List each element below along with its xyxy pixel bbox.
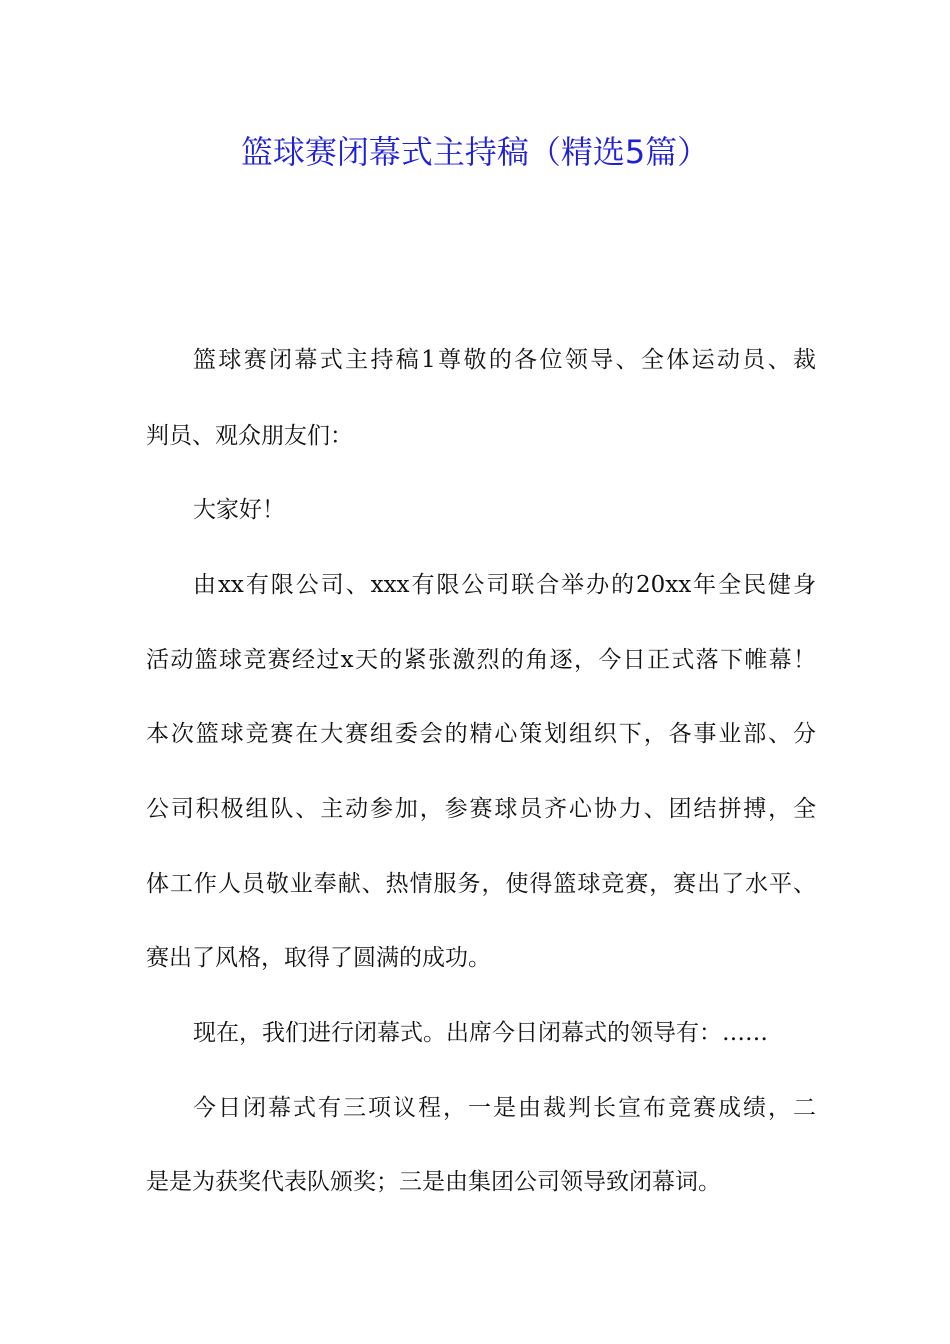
paragraph-line: 本次篮球竞赛在大赛组委会的精心策划组织下，各事业部、分	[146, 721, 816, 747]
paragraph-line: 公司积极组队、主动参加，参赛球员齐心协力、团结拼搏，全	[146, 796, 816, 822]
paragraph-line: 现在，我们进行闭幕式。出席今日闭幕式的领导有：……	[193, 1020, 768, 1046]
paragraph-line: 判员、观众朋友们：	[146, 423, 353, 449]
paragraph-line: 大家好！	[193, 497, 285, 523]
paragraph-line: 今日闭幕式有三项议程，一是由裁判长宣布竞赛成绩，二	[193, 1095, 816, 1121]
paragraph-line: 赛出了风格，取得了圆满的成功。	[146, 945, 491, 971]
paragraph-line: 篮球赛闭幕式主持稿1尊敬的各位领导、全体运动员、裁	[193, 347, 816, 373]
paragraph-line: 体工作人员敬业奉献、热情服务，使得篮球竞赛，赛出了水平、	[146, 871, 816, 897]
paragraph-line: 活动篮球竞赛经过x天的紧张激烈的角逐，今日正式落下帷幕！	[146, 647, 816, 673]
paragraph-line: 是是为获奖代表队颁奖；三是由集团公司领导致闭幕词。	[146, 1169, 721, 1195]
document-title: 篮球赛闭幕式主持稿（精选5篇）	[240, 133, 710, 171]
paragraph-line: 由xx有限公司、xxx有限公司联合举办的20xx年全民健身	[193, 572, 816, 598]
